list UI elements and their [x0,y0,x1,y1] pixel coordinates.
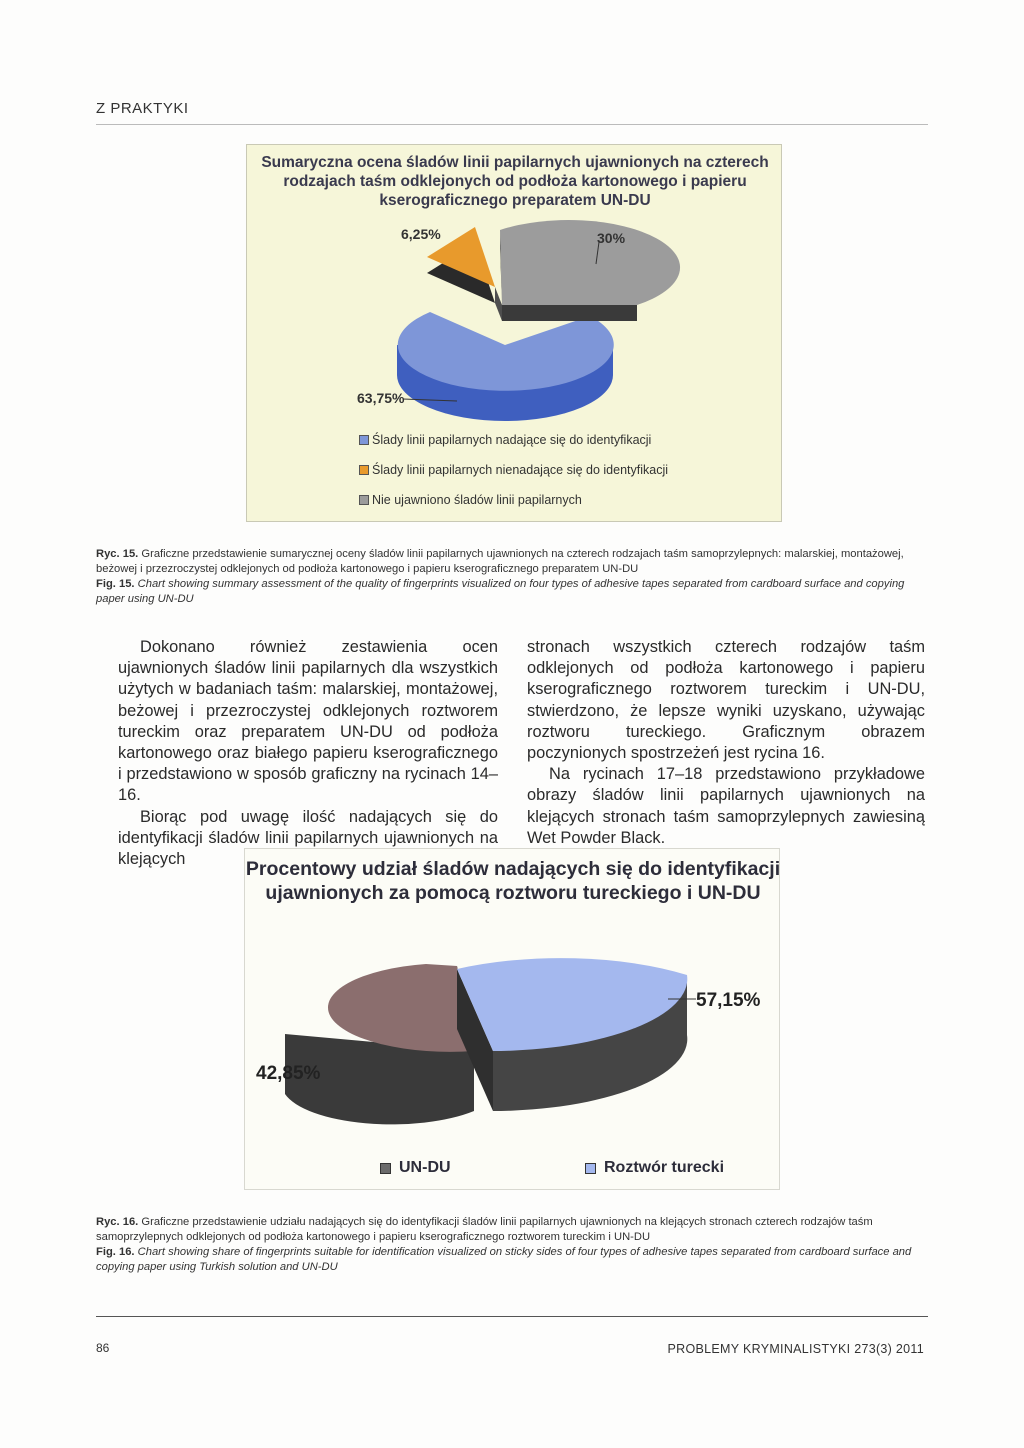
section-label: Z PRAKTYKI [96,100,189,117]
slice-label-not-identifiable: 6,25% [401,226,441,242]
caption-label: Fig. 16. [96,1246,135,1258]
legend-item [359,463,668,477]
figure-15-chart [246,144,782,522]
figure-16-caption [96,1215,928,1275]
legend-item [359,433,651,447]
caption-text: Graficzne przedstawienie sumarycznej oceny śladów linii papilarnych ujawnionych na czterech rodzajach taśm samoprzylepnych: malarskiej, montażowej, beżowej i przezroczystej odklejonych od podłoża kartonowego i papieru kserograficznego preparatem UN-DU [96,548,904,575]
caption-label: Ryc. 16. [96,1216,139,1228]
paragraph: Dokonano również zestawienia ocen ujawnionych śladów linii papilarnych dla wszystkich użytych w badaniach taśm: malarskiej, montażowej, beżowej i przezroczystej odklejonych roztworem tureckim oraz preparatem UN-DU od podłoża kartonowego oraz białego papieru kserograficznego i przedstawiono w sposób graficzny na rycinach 14–16. [118,638,498,805]
figure-15-caption [96,547,928,607]
pie-slice-none [500,220,680,321]
paragraph: stronach wszystkich czterech rodzajów taśm odklejonych od podłoża kartonowego i papieru kserograficznego roztworem tureckim i UN-DU, stwierdzono, że lepsze wyniki uzyskano, używając roztworu tureckiego. Graficznym obrazem poczynionych spostrzeżeń jest rycina 16. [527,638,925,763]
slice-label-identifiable: 63,75% [357,390,405,406]
legend-item [380,1159,451,1177]
figure-16-chart [244,848,780,1190]
legend-label: Roztwór turecki [604,1159,725,1176]
caption-label: Fig. 15. [96,578,135,590]
slice-label-un-du: 42,85% [256,1063,321,1084]
legend-swatch [585,1163,596,1174]
header-rule [96,124,928,125]
legend-swatch [359,465,369,475]
paragraph: Biorąc pod uwagę ilość nadających się do identyfikacji śladów linii papilarnych ujawnionych na klejących [118,807,498,869]
footer-rule [96,1316,928,1317]
pie-slice-un-du [285,964,474,1124]
slice-label-turkish: 57,15% [696,990,761,1011]
paragraph: Na rycinach 17–18 przedstawiono przykładowe obrazy śladów linii papilarnych ujawnionych na klejących stronach taśm samoprzylepnych zawiesiną Wet Powder Black. [527,765,925,847]
legend-swatch [359,435,369,445]
legend-item [585,1159,724,1177]
legend-swatch [359,495,369,505]
legend-label: UN-DU [399,1159,451,1176]
legend-swatch [380,1163,391,1174]
legend-label: Ślady linii papilarnych nadające się do identyfikacji [372,433,652,447]
legend-item [359,493,582,507]
journal-title: PROBLEMY KRYMINALISTYKI 273(3) 2011 [667,1342,924,1356]
pie-slice-identifiable [397,312,614,421]
caption-text: Chart showing summary assessment of the quality of fingerprints visualized on four types of adhesive tapes separated from cardboard surface and copying paper using UN-DU [96,578,905,605]
legend-label: Nie ujawniono śladów linii papilarnych [372,493,582,507]
page-number: 86 [96,1341,110,1355]
caption-label: Ryc. 15. [96,548,139,560]
body-column-left [118,637,498,870]
body-column-right [527,637,925,849]
caption-text: Chart showing share of fingerprints suitable for identification visualized on sticky sides of four types of adhesive tapes separated from cardboard surface and copying paper using Turkish solution and UN-DU [96,1246,912,1273]
figure-16-title: Procentowy udział śladów nadających się do identyfikacji ujawnionych za pomocą roztworu tureckiego i UN-DU [245,858,781,904]
legend-label: Ślady linii papilarnych nienadające się do identyfikacji [372,463,669,477]
caption-text: Graficzne przedstawienie udziału nadających się do identyfikacji śladów linii papilarnych ujawnionych na klejących stronach czterech rodzajów taśm samoprzylepnych odklejonych od podłoża kartonowego i papieru kserograficznego roztworem tureckim i UN-DU [96,1216,873,1243]
pie-slice-turkish [457,958,687,1111]
slice-label-none: 30% [597,230,626,246]
figure-15-title: Sumaryczna ocena śladów linii papilarnych ujawnionych na czterech rodzajach taśm odklejonych od podłoża kartonowego i papieru kserograficznego preparatem UN-DU [261,154,769,209]
